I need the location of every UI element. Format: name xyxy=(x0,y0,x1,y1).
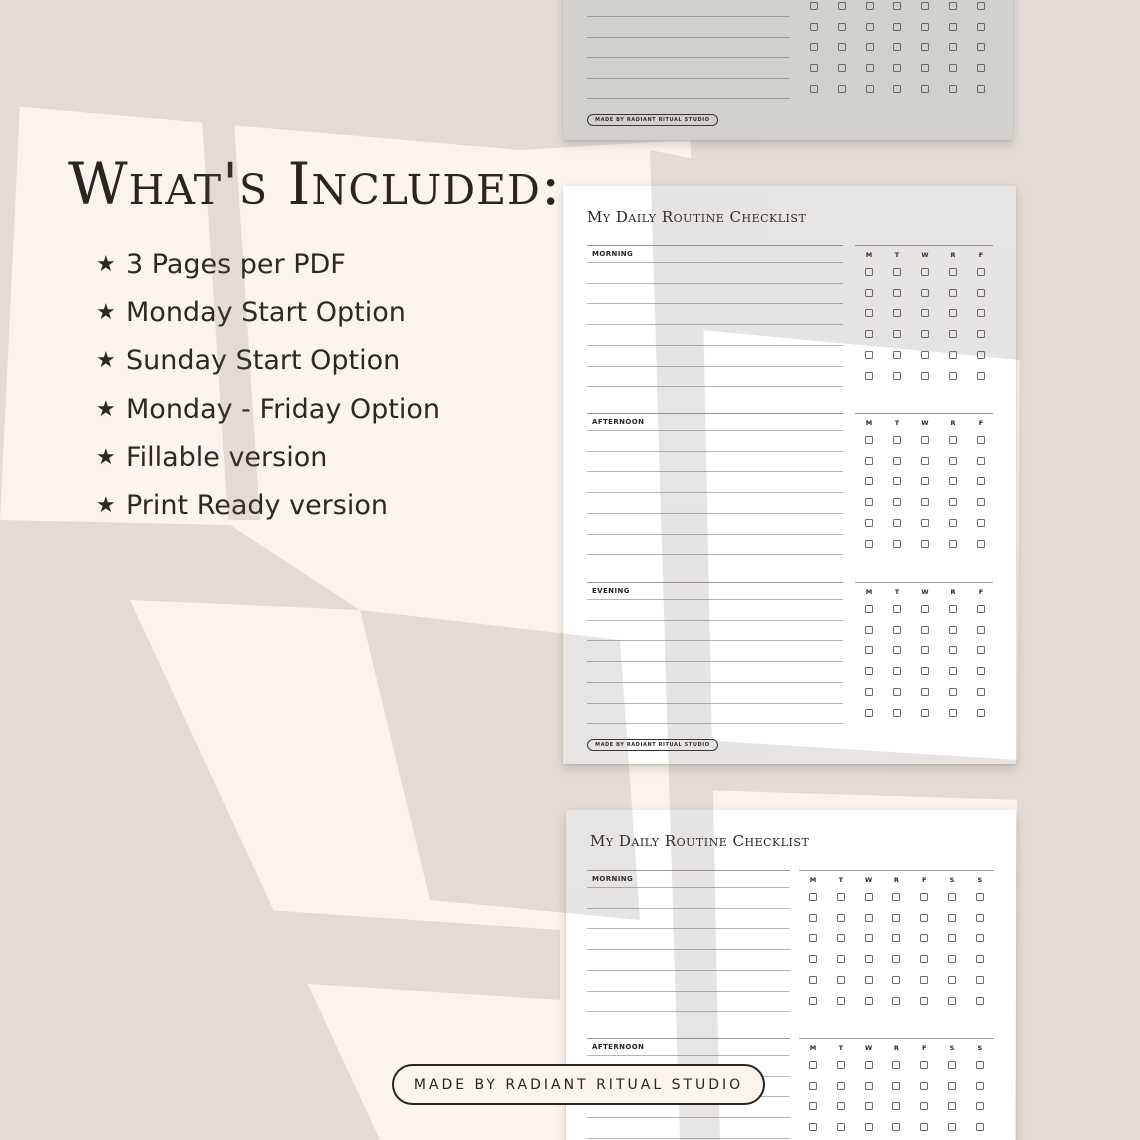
checkbox xyxy=(920,1102,928,1110)
checkbox xyxy=(865,1082,873,1090)
day-label: R xyxy=(893,876,899,884)
star-icon: ★ xyxy=(96,493,116,519)
checkbox xyxy=(837,1082,845,1090)
checkbox xyxy=(977,23,985,31)
checkbox xyxy=(893,268,901,276)
day-label: F xyxy=(978,588,984,596)
checkbox xyxy=(949,519,957,527)
checkbox xyxy=(865,436,873,444)
checkbox xyxy=(949,351,957,359)
checkbox xyxy=(977,540,985,548)
headline: What's Included: xyxy=(68,150,562,218)
day-label: F xyxy=(921,1044,927,1052)
checkbox xyxy=(977,605,985,613)
entry-line xyxy=(587,949,790,950)
checkbox xyxy=(977,351,985,359)
entry-line xyxy=(587,970,790,971)
checkbox xyxy=(865,1061,873,1069)
checkbox xyxy=(921,540,929,548)
checkbox xyxy=(948,1082,956,1090)
feature-item: ★ Sunday Start Option xyxy=(96,345,401,377)
checkbox xyxy=(921,605,929,613)
checkbox xyxy=(865,540,873,548)
day-label: M xyxy=(865,251,873,259)
footer-badge: MADE BY RADIANT RITUAL STUDIO xyxy=(392,1064,765,1105)
checkbox xyxy=(809,1082,817,1090)
grid-rule xyxy=(855,245,993,246)
day-label: S xyxy=(977,876,983,884)
checkbox xyxy=(893,372,901,380)
checkbox xyxy=(865,709,873,717)
entry-line xyxy=(587,703,843,704)
checkbox xyxy=(921,688,929,696)
checkbox xyxy=(809,893,817,901)
checkbox xyxy=(949,289,957,297)
checkbox xyxy=(921,667,929,675)
checkbox xyxy=(893,436,901,444)
checkbox xyxy=(948,914,956,922)
checkbox xyxy=(949,646,957,654)
checkbox xyxy=(893,498,901,506)
checkbox xyxy=(838,43,846,51)
checkbox xyxy=(921,351,929,359)
checkbox xyxy=(948,976,956,984)
day-label: S xyxy=(949,876,955,884)
checkbox xyxy=(893,309,901,317)
checkbox xyxy=(977,519,985,527)
checkbox xyxy=(977,2,985,10)
checkbox xyxy=(921,23,929,31)
checkbox xyxy=(892,1061,900,1069)
checkbox xyxy=(865,519,873,527)
entry-line xyxy=(587,451,843,452)
section-rule xyxy=(587,870,790,871)
checkbox xyxy=(949,43,957,51)
checkbox xyxy=(866,23,874,31)
star-icon: ★ xyxy=(96,396,116,422)
checkbox xyxy=(921,64,929,72)
checkbox xyxy=(893,709,901,717)
checkbox xyxy=(977,477,985,485)
checkbox xyxy=(949,667,957,675)
checkbox xyxy=(977,498,985,506)
checkbox xyxy=(921,289,929,297)
checkbox xyxy=(865,477,873,485)
entry-line xyxy=(587,324,843,325)
checkbox xyxy=(921,457,929,465)
page-badge: MADE BY RADIANT RITUAL STUDIO xyxy=(587,114,718,126)
checkbox xyxy=(809,934,817,942)
checkbox xyxy=(865,309,873,317)
day-label: W xyxy=(921,251,929,259)
checkbox xyxy=(837,976,845,984)
section-label-evening: EVENING xyxy=(592,587,630,595)
checkbox xyxy=(837,955,845,963)
checkbox xyxy=(837,934,845,942)
checkbox xyxy=(865,976,873,984)
entry-line xyxy=(587,78,790,79)
checkbox xyxy=(893,605,901,613)
checkbox xyxy=(948,1061,956,1069)
checkbox xyxy=(949,330,957,338)
checkbox xyxy=(893,519,901,527)
checkbox xyxy=(920,893,928,901)
day-label: T xyxy=(838,1044,844,1052)
checkbox xyxy=(893,23,901,31)
checkbox xyxy=(865,330,873,338)
checkbox xyxy=(892,934,900,942)
section-rule xyxy=(587,1038,790,1039)
feature-item: ★ Print Ready version xyxy=(96,490,388,522)
day-label: R xyxy=(950,251,956,259)
day-label: M xyxy=(809,1044,817,1052)
entry-line xyxy=(587,723,843,724)
entry-line xyxy=(587,471,843,472)
day-label: T xyxy=(894,588,900,596)
checkbox xyxy=(948,955,956,963)
entry-line xyxy=(587,599,843,600)
checkbox xyxy=(865,268,873,276)
checkbox xyxy=(921,309,929,317)
checkbox xyxy=(810,64,818,72)
checkbox xyxy=(921,519,929,527)
feature-list xyxy=(96,240,440,530)
checkbox xyxy=(893,2,901,10)
checkbox xyxy=(865,1123,873,1131)
entry-line xyxy=(587,283,843,284)
entry-line xyxy=(587,991,790,992)
checkbox xyxy=(949,23,957,31)
checkbox xyxy=(976,914,984,922)
checkbox xyxy=(921,43,929,51)
entry-line xyxy=(587,303,843,304)
grid-rule xyxy=(799,1038,994,1039)
checkbox xyxy=(921,709,929,717)
checkbox xyxy=(976,997,984,1005)
checkbox xyxy=(893,688,901,696)
checkbox xyxy=(892,1082,900,1090)
checkbox xyxy=(948,934,956,942)
checkbox xyxy=(892,1123,900,1131)
entry-line xyxy=(587,620,843,621)
section-label-morning: MORNING xyxy=(592,875,634,883)
checkbox xyxy=(949,85,957,93)
checkbox xyxy=(865,914,873,922)
entry-line xyxy=(587,928,790,929)
checkbox xyxy=(949,688,957,696)
checkbox xyxy=(893,646,901,654)
checkbox xyxy=(892,997,900,1005)
checkbox xyxy=(977,709,985,717)
checkbox xyxy=(837,1102,845,1110)
checkbox xyxy=(921,372,929,380)
checkbox xyxy=(865,997,873,1005)
section-label-afternoon: AFTERNOON xyxy=(592,1043,645,1051)
checkbox xyxy=(865,688,873,696)
day-label: M xyxy=(865,588,873,596)
checkbox xyxy=(809,1102,817,1110)
entry-line xyxy=(587,554,843,555)
checkbox xyxy=(977,457,985,465)
checkbox xyxy=(977,436,985,444)
entry-line xyxy=(587,98,790,99)
checkbox xyxy=(865,605,873,613)
checkbox xyxy=(977,309,985,317)
checkbox xyxy=(920,976,928,984)
checkbox xyxy=(809,1123,817,1131)
checkbox xyxy=(865,372,873,380)
checkbox xyxy=(809,1061,817,1069)
checkbox xyxy=(949,709,957,717)
entry-line xyxy=(587,262,843,263)
checkbox xyxy=(949,477,957,485)
checkbox xyxy=(892,955,900,963)
checkbox xyxy=(949,540,957,548)
day-label: W xyxy=(865,1044,873,1052)
checkbox xyxy=(865,626,873,634)
grid-rule xyxy=(855,413,993,414)
section-rule xyxy=(587,582,843,583)
checkbox xyxy=(920,1082,928,1090)
entry-line xyxy=(587,1011,790,1012)
checkbox xyxy=(977,626,985,634)
checkbox xyxy=(949,2,957,10)
entry-line xyxy=(587,492,843,493)
checkbox xyxy=(865,351,873,359)
feature-item: ★ 3 Pages per PDF xyxy=(96,248,346,280)
checkbox xyxy=(809,997,817,1005)
checkbox xyxy=(893,64,901,72)
day-label: F xyxy=(978,419,984,427)
entry-line xyxy=(587,887,790,888)
checkbox xyxy=(810,43,818,51)
entry-line xyxy=(587,366,843,367)
checkbox xyxy=(810,85,818,93)
checkbox xyxy=(949,498,957,506)
checkbox xyxy=(977,646,985,654)
checkbox xyxy=(838,2,846,10)
checkbox xyxy=(977,688,985,696)
checkbox xyxy=(948,893,956,901)
day-label: W xyxy=(921,419,929,427)
checkbox xyxy=(977,330,985,338)
checkbox xyxy=(920,1123,928,1131)
checkbox xyxy=(865,1102,873,1110)
checkbox xyxy=(976,976,984,984)
day-label: M xyxy=(865,419,873,427)
day-label: R xyxy=(950,419,956,427)
checkbox xyxy=(837,997,845,1005)
entry-line xyxy=(587,661,843,662)
checkbox xyxy=(921,646,929,654)
day-label: T xyxy=(894,251,900,259)
section-rule xyxy=(587,413,843,414)
grid-rule xyxy=(855,582,993,583)
feature-item: ★ Monday Start Option xyxy=(96,296,406,328)
checkbox xyxy=(866,85,874,93)
checkbox xyxy=(949,309,957,317)
checkbox xyxy=(893,477,901,485)
checkbox xyxy=(976,1082,984,1090)
star-icon: ★ xyxy=(96,444,116,470)
checkbox xyxy=(921,626,929,634)
checkbox xyxy=(920,955,928,963)
checkbox xyxy=(837,1061,845,1069)
entry-line xyxy=(587,1138,790,1139)
star-icon: ★ xyxy=(96,299,116,325)
checkbox xyxy=(865,893,873,901)
entry-line xyxy=(587,345,843,346)
checkbox xyxy=(921,2,929,10)
checkbox xyxy=(949,268,957,276)
day-label: R xyxy=(950,588,956,596)
checkbox xyxy=(809,914,817,922)
checkbox xyxy=(865,667,873,675)
checkbox xyxy=(921,330,929,338)
checkbox xyxy=(865,498,873,506)
feature-item: ★ Fillable version xyxy=(96,441,328,473)
checkbox xyxy=(948,997,956,1005)
checkbox xyxy=(976,893,984,901)
checkbox xyxy=(921,436,929,444)
checklist-page-preview-top xyxy=(563,0,1013,140)
checkbox xyxy=(865,646,873,654)
checkbox xyxy=(949,626,957,634)
checkbox xyxy=(976,1102,984,1110)
checkbox xyxy=(949,436,957,444)
checkbox xyxy=(949,64,957,72)
entry-line xyxy=(587,386,843,387)
checkbox xyxy=(838,85,846,93)
checkbox xyxy=(921,498,929,506)
checkbox xyxy=(837,914,845,922)
day-label: S xyxy=(977,1044,983,1052)
checkbox xyxy=(893,351,901,359)
grid-rule xyxy=(799,870,994,871)
checkbox xyxy=(920,914,928,922)
entry-line xyxy=(587,682,843,683)
checkbox xyxy=(893,667,901,675)
checkbox xyxy=(948,1123,956,1131)
entry-line xyxy=(587,640,843,641)
checkbox xyxy=(949,457,957,465)
checkbox xyxy=(920,997,928,1005)
checkbox xyxy=(809,976,817,984)
checkbox xyxy=(949,605,957,613)
checkbox xyxy=(949,372,957,380)
checkbox xyxy=(893,540,901,548)
day-label: R xyxy=(893,1044,899,1052)
checkbox xyxy=(892,914,900,922)
checkbox xyxy=(977,64,985,72)
checkbox xyxy=(866,43,874,51)
checkbox xyxy=(977,289,985,297)
checkbox xyxy=(892,976,900,984)
section-label-morning: MORNING xyxy=(592,250,634,258)
checkbox xyxy=(866,2,874,10)
checkbox xyxy=(977,85,985,93)
entry-line xyxy=(587,16,790,17)
entry-line xyxy=(587,1055,790,1056)
checkbox xyxy=(976,955,984,963)
day-label: T xyxy=(894,419,900,427)
star-icon: ★ xyxy=(96,251,116,277)
checkbox xyxy=(865,955,873,963)
checkbox xyxy=(837,1123,845,1131)
checkbox xyxy=(976,1123,984,1131)
checkbox xyxy=(977,268,985,276)
checkbox xyxy=(892,893,900,901)
section-label-afternoon: AFTERNOON xyxy=(592,418,645,426)
checkbox xyxy=(893,330,901,338)
day-label: F xyxy=(978,251,984,259)
entry-line xyxy=(587,430,843,431)
day-label: W xyxy=(865,876,873,884)
day-label: S xyxy=(949,1044,955,1052)
checkbox xyxy=(977,667,985,675)
feature-item: ★ Monday - Friday Option xyxy=(96,393,441,425)
entry-line xyxy=(587,534,843,535)
checkbox xyxy=(977,43,985,51)
day-label: F xyxy=(921,876,927,884)
checkbox xyxy=(865,457,873,465)
checkbox xyxy=(893,457,901,465)
checklist-page-preview-weekday xyxy=(563,186,1016,764)
checkbox xyxy=(838,23,846,31)
checkbox xyxy=(893,43,901,51)
checkbox xyxy=(810,23,818,31)
entry-line xyxy=(587,908,790,909)
checkbox xyxy=(837,893,845,901)
entry-line xyxy=(587,37,790,38)
checkbox xyxy=(921,477,929,485)
checkbox xyxy=(893,626,901,634)
page-title: My Daily Routine Checklist xyxy=(590,832,810,850)
day-label: W xyxy=(921,588,929,596)
day-label: T xyxy=(838,876,844,884)
checkbox xyxy=(810,2,818,10)
checkbox xyxy=(893,85,901,93)
section-rule xyxy=(587,245,843,246)
page-badge: MADE BY RADIANT RITUAL STUDIO xyxy=(587,739,718,751)
checkbox xyxy=(921,268,929,276)
checkbox xyxy=(893,289,901,297)
checkbox xyxy=(809,955,817,963)
checkbox xyxy=(976,934,984,942)
entry-line xyxy=(587,57,790,58)
checkbox xyxy=(921,85,929,93)
checkbox xyxy=(948,1102,956,1110)
star-icon: ★ xyxy=(96,348,116,374)
checkbox xyxy=(866,64,874,72)
checkbox xyxy=(865,934,873,942)
checkbox xyxy=(920,934,928,942)
entry-line xyxy=(587,1117,790,1118)
day-label: M xyxy=(809,876,817,884)
checkbox xyxy=(976,1061,984,1069)
checkbox xyxy=(838,64,846,72)
page-title: My Daily Routine Checklist xyxy=(587,208,807,226)
checkbox xyxy=(920,1061,928,1069)
checkbox xyxy=(865,289,873,297)
checkbox xyxy=(977,372,985,380)
entry-line xyxy=(587,513,843,514)
checkbox xyxy=(892,1102,900,1110)
